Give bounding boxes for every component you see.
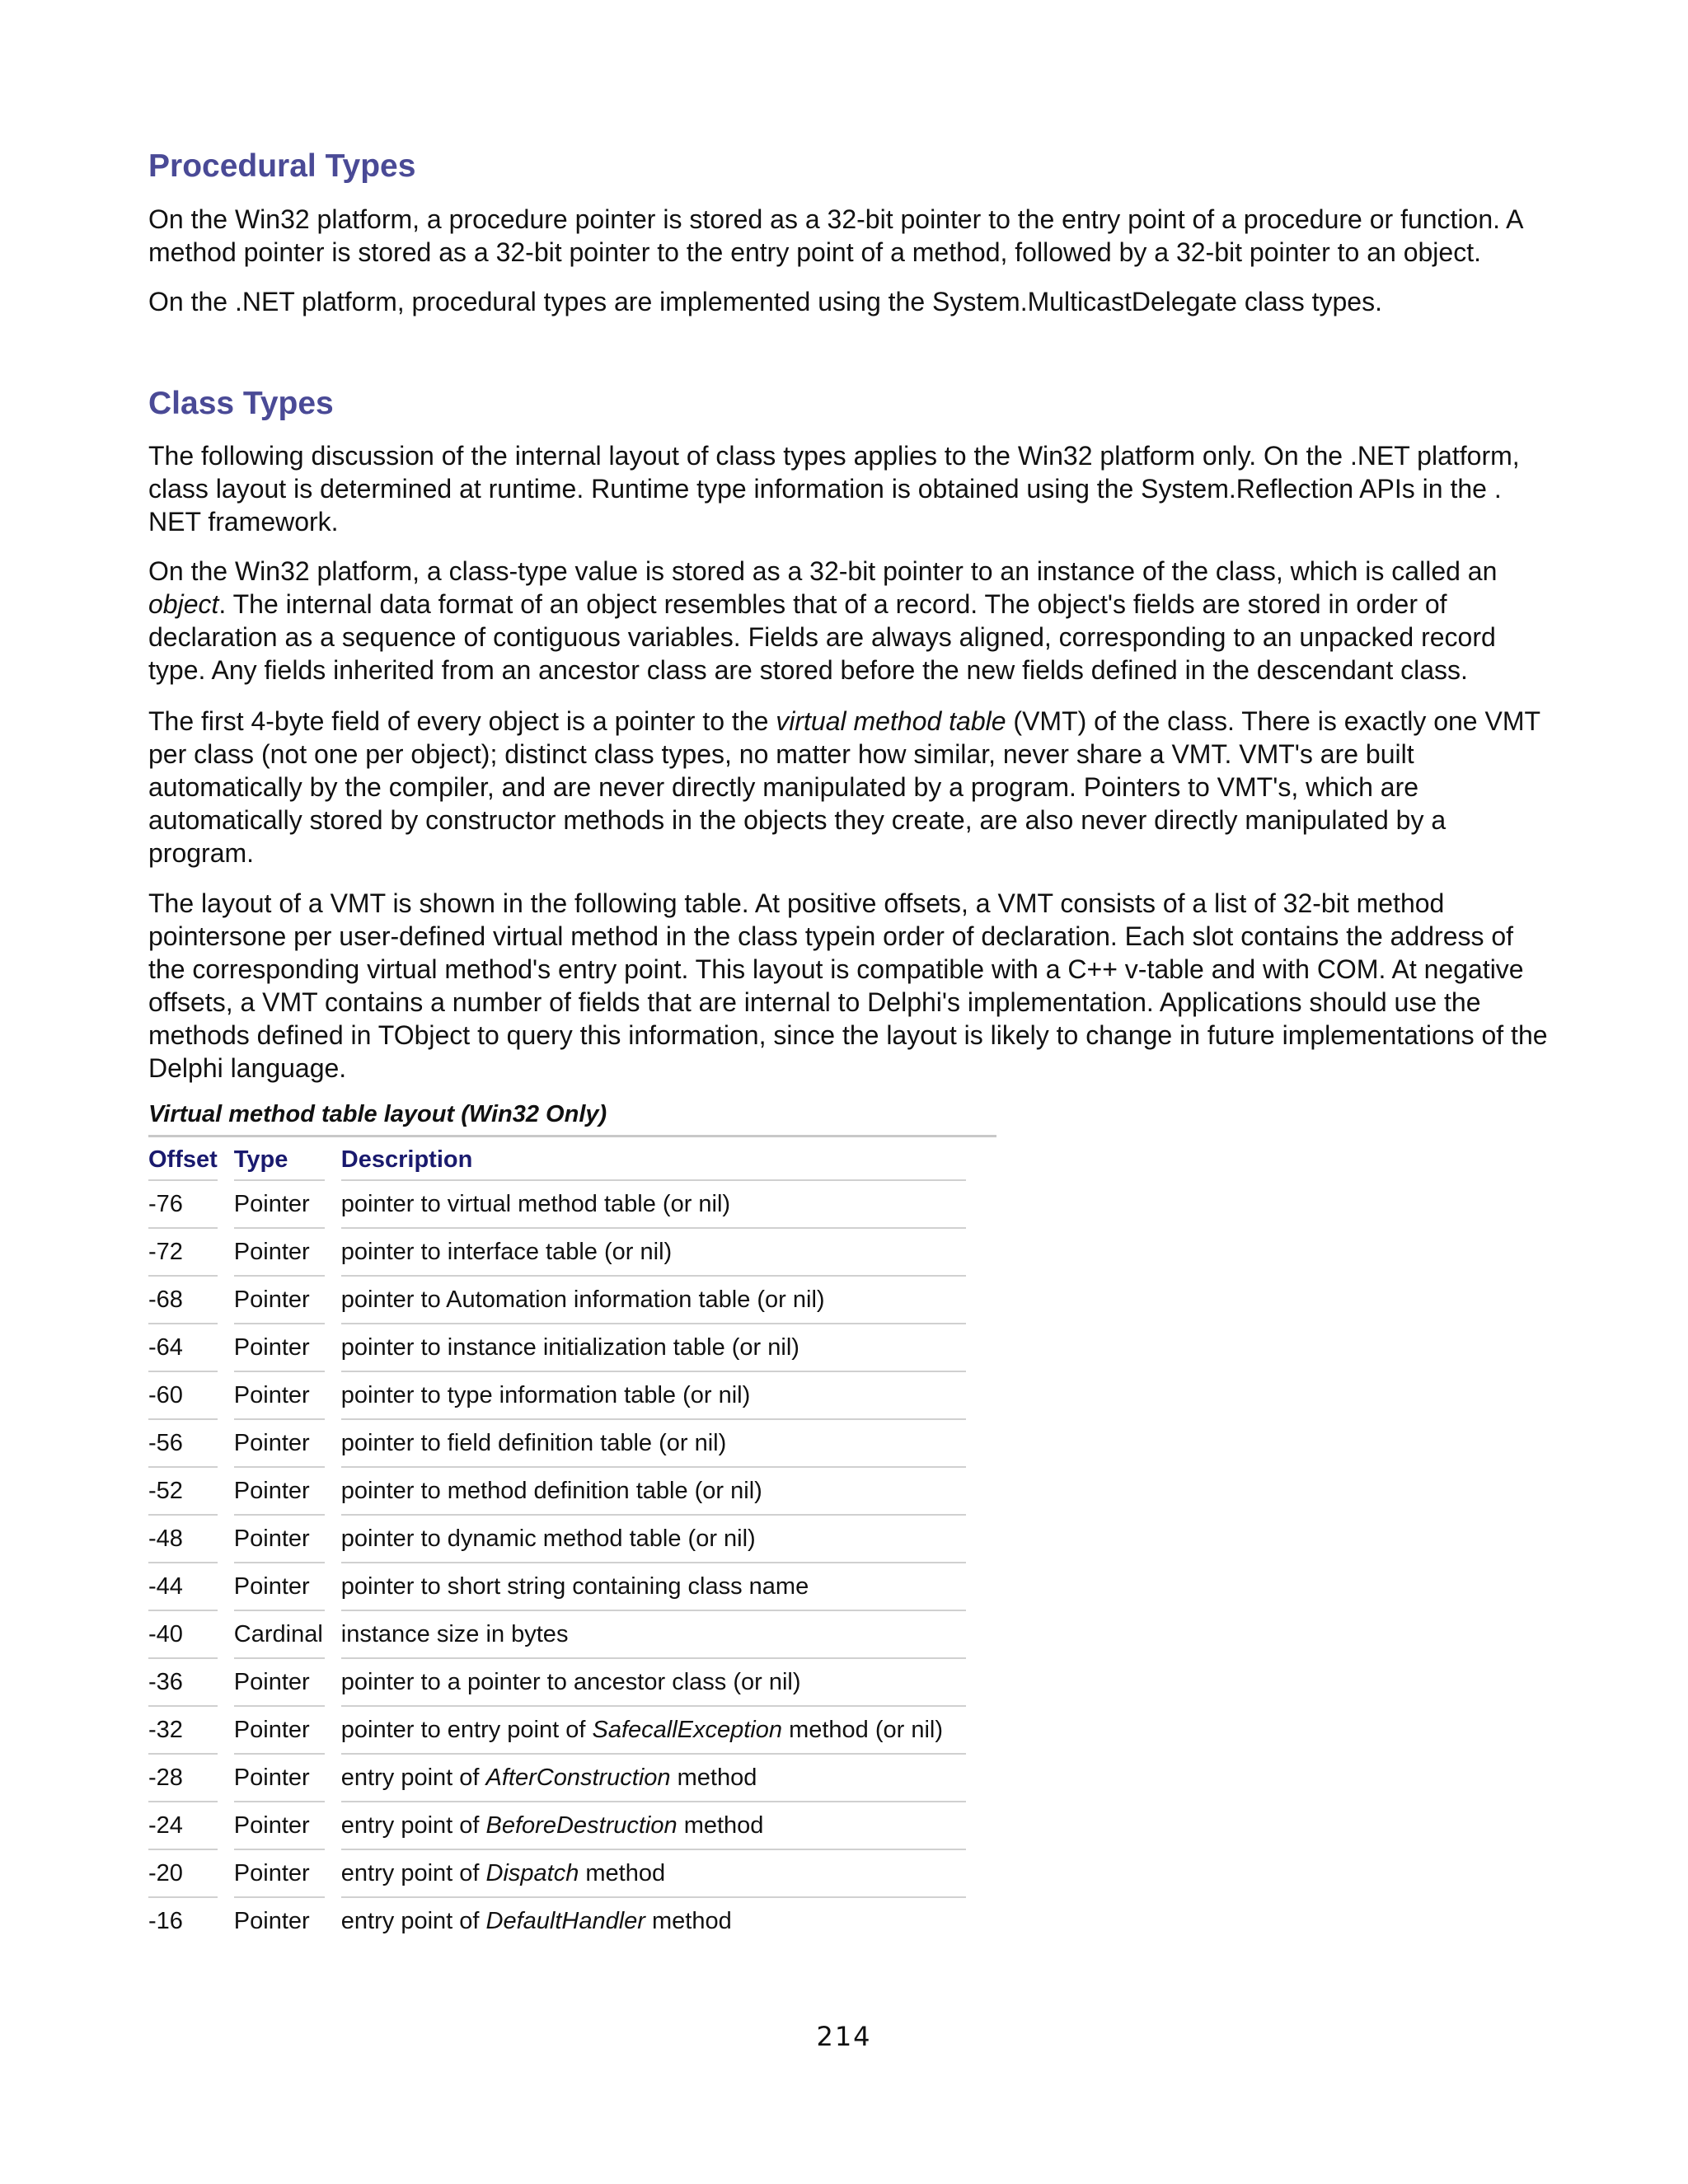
table-row [148,1468,966,1516]
cell-description: pointer to interface table (or nil) [341,1229,966,1277]
paragraph: The first 4-byte field of every object is a pointer to the virtual method table (VMT) of the class. There is exactly one VMT per class (not one per object); distinct class types, no matter how similar, never share a VMT. VMT's are built automatically by the compiler, and are never directly manipulated by a program. Pointers to VMT's, which are automatically stored by constructor methods in the objects they create, are also never directly manipulated by a program. [148,706,1540,868]
cell-type: Pointer [234,1181,325,1229]
vmt-layout-table [132,1140,982,1944]
cell-description: pointer to method definition table (or nil) [341,1468,966,1516]
cell-type: Pointer [234,1563,325,1611]
table-row [148,1707,966,1755]
cell-offset: -16 [148,1907,183,1934]
table-caption: Virtual method table layout (Win32 Only) [148,1101,607,1127]
table-row [148,1755,966,1802]
cell-offset: -48 [148,1516,218,1563]
paragraph: On the Win32 platform, a procedure pointer is stored as a 32-bit pointer to the entry point of a procedure or function. A method pointer is stored as a 32-bit pointer to the entry point of a method, followed by a 32-bit pointer to an object. [148,204,1522,267]
cell-description: pointer to instance initialization table (or nil) [341,1324,966,1372]
table-row [148,1659,966,1707]
cell-description: entry point of Dispatch method [341,1850,966,1898]
section-title-class-types: Class Types [148,386,334,421]
cell-type: Pointer [234,1468,325,1516]
cell-type: Pointer [234,1277,325,1324]
cell-offset: -68 [148,1277,218,1324]
cell-offset: -32 [148,1707,218,1755]
cell-description: entry point of DefaultHandler method [340,1907,732,1934]
cell-type: Pointer [234,1850,325,1898]
cell-offset: -40 [148,1611,218,1659]
cell-offset: -56 [148,1420,218,1468]
cell-description: instance size in bytes [341,1611,966,1659]
cell-type: Pointer [234,1755,325,1802]
table-row [148,1563,966,1611]
cell-offset: -36 [148,1659,218,1707]
cell-type: Pointer [234,1659,325,1707]
paragraph: The following discussion of the internal layout of class types applies to the Win32 platform only. On the .NET platform, class layout is determined at runtime. Runtime type information is obtained using the System.Reflection APIs in the . NET framework. [148,441,1520,537]
cell-type: Pointer [234,1802,325,1850]
method-name: BeforeDestruction [485,1811,678,1839]
cell-description: pointer to short string containing class name [341,1563,966,1611]
cell-offset: -76 [148,1181,218,1229]
caption-divider [148,1135,996,1137]
section-title-procedural-types: Procedural Types [148,148,416,184]
column-header-description: Description [341,1140,966,1181]
table-row [148,1420,966,1468]
cell-type: Pointer [234,1420,325,1468]
cell-description: pointer to dynamic method table (or nil) [341,1516,966,1563]
cell-type: Pointer [234,1516,325,1563]
cell-description: entry point of BeforeDestruction method [341,1802,966,1850]
cell-description: pointer to entry point of SafecallException method (or nil) [341,1707,966,1755]
emphasis: virtual method table [776,706,1006,736]
cell-type: Pointer [234,1707,325,1755]
cell-offset: -60 [148,1372,218,1420]
emphasis: object [148,589,219,619]
cell-description: pointer to Automation information table (or nil) [341,1277,966,1324]
cell-type: Pointer [234,1372,325,1420]
column-header-offset: Offset [148,1140,218,1181]
cell-description: pointer to type information table (or nil) [341,1372,966,1420]
column-header-type: Type [234,1140,325,1181]
table-row [148,1324,966,1372]
table-row [148,1277,966,1324]
paragraph: On the .NET platform, procedural types are implemented using the System.MulticastDelegate class types. [148,287,1382,316]
cell-offset: -64 [148,1324,218,1372]
method-name: Dispatch [485,1859,579,1886]
table-body [148,1181,966,1944]
table-row [148,1372,966,1420]
table-row [148,1516,966,1563]
table-row [148,1181,966,1229]
table-row [148,1850,966,1898]
paragraph: The layout of a VMT is shown in the following table. At positive offsets, a VMT consists of a list of 32-bit method pointersone per user-defined virtual method in the class typein order of declaration. Each slot contains the address of the corresponding virtual method's entry point. This layout is compatible with a C++ v-table and with COM. At negative offsets, a VMT contains a number of fields that are internal to Delphi's implementation. Applications should use the methods defined in TObject to query this information, since the layout is likely to change in future implementations of the Delphi language. [148,888,1548,1083]
cell-offset: -44 [148,1563,218,1611]
table-row [148,1229,966,1277]
cell-offset: -24 [148,1802,218,1850]
cell-type: Cardinal [234,1611,325,1659]
cell-offset: -72 [148,1229,218,1277]
method-name: DefaultHandler [485,1907,645,1934]
paragraph: On the Win32 platform, a class-type value is stored as a 32-bit pointer to an instance of the class, which is called an object. The internal data format of an object resembles that of a record. The object's fields are stored in order of declaration as a sequence of contiguous variables. Fields are always aligned, corresponding to an unpacked record type. Any fields inherited from an ancestor class are stored before the new fields defined in the descendant class. [148,556,1498,685]
method-name: SafecallException [592,1716,783,1743]
table-row [148,1802,966,1850]
cell-description: pointer to a pointer to ancestor class (or nil) [341,1659,966,1707]
cell-description: pointer to field definition table (or nil) [341,1420,966,1468]
method-name: AfterConstruction [485,1764,671,1791]
cell-offset: -28 [148,1755,218,1802]
cell-type: Pointer [233,1907,310,1934]
table-row [148,1898,966,1944]
cell-type: Pointer [234,1229,325,1277]
cell-description: entry point of AfterConstruction method [341,1755,966,1802]
cell-offset: -52 [148,1468,218,1516]
cell-offset: -20 [148,1850,218,1898]
cell-description: pointer to virtual method table (or nil) [341,1181,966,1229]
table-row [148,1611,966,1659]
cell-type: Pointer [234,1324,325,1372]
table-header-row [148,1140,966,1181]
page-number: 214 [816,2021,872,2052]
